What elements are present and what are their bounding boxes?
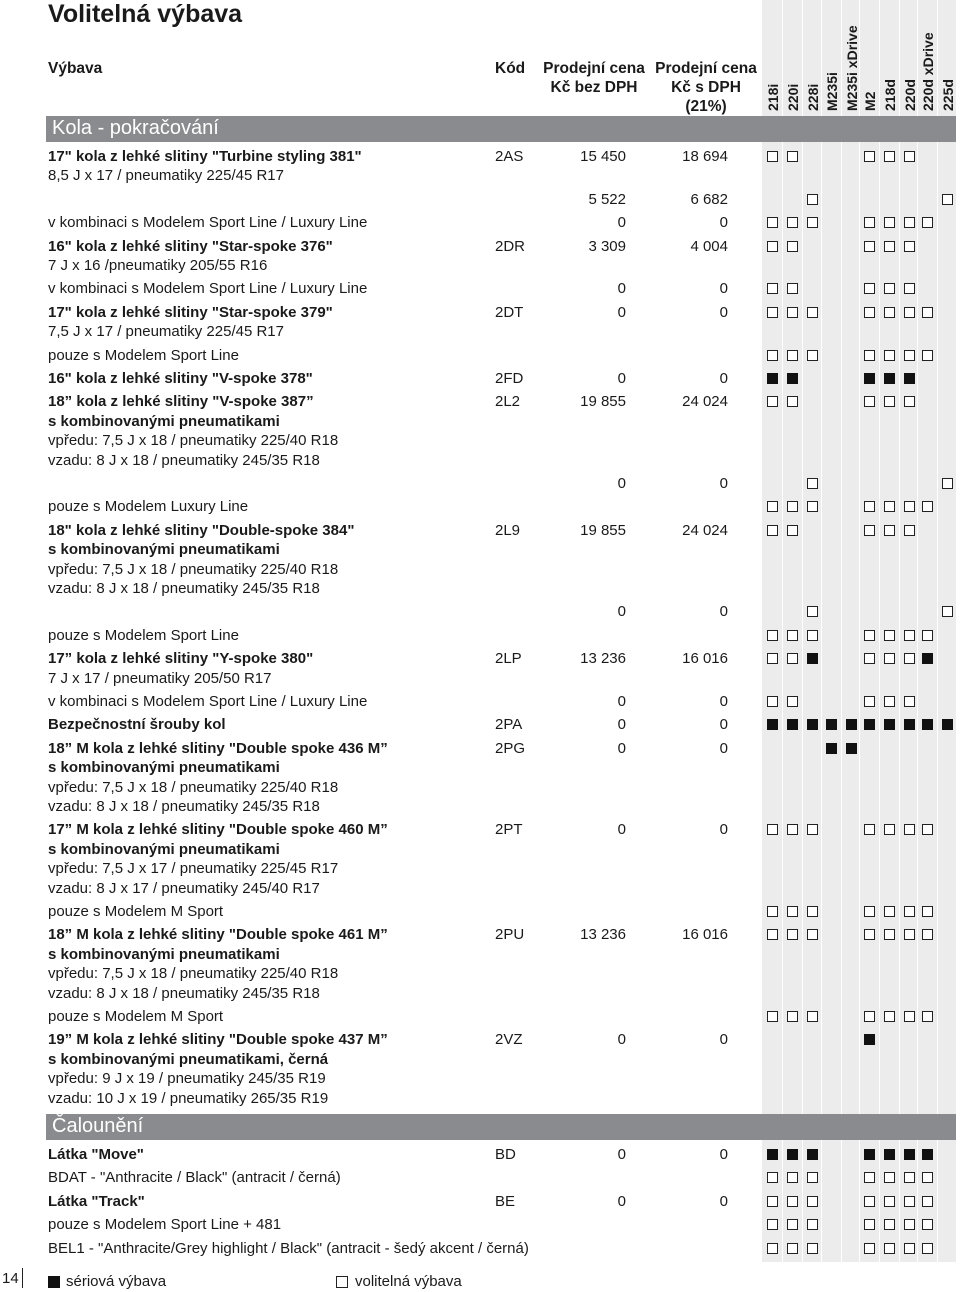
price-net: 5 522 <box>588 190 626 208</box>
row-label: 18" kola z lehké slitiny "Double-spoke 384" <box>48 521 355 539</box>
optional-marker-icon <box>864 1172 875 1183</box>
price-net: 0 <box>617 1192 626 1210</box>
optional-marker-icon <box>787 1011 798 1022</box>
optional-marker-icon <box>884 525 895 536</box>
optional-marker-icon <box>787 906 798 917</box>
optional-marker-icon <box>767 307 778 318</box>
row-label: 16" kola z lehké slitiny "V-spoke 378" <box>48 370 313 387</box>
column-separator <box>802 0 803 1262</box>
optional-marker-icon <box>807 1243 818 1254</box>
price-gross: 0 <box>719 475 728 492</box>
row-detail: 7,5 J x 17 / pneumatiky 225/45 R17 <box>48 323 284 341</box>
optional-marker-icon <box>767 906 778 917</box>
price-gross: 0 <box>719 370 728 387</box>
row-code: 2AS <box>495 148 524 165</box>
row-label: 18” M kola z lehké slitiny "Double spoke 436 M” <box>48 739 388 757</box>
optional-marker-icon <box>807 307 818 318</box>
standard-marker-icon <box>864 1149 875 1160</box>
row-label: 17” kola z lehké slitiny "Y-spoke 380" <box>48 650 314 668</box>
optional-marker-icon <box>922 929 933 940</box>
price-gross: 0 <box>719 716 728 734</box>
row-label: v kombinaci s Modelem Sport Line / Luxury Line <box>48 280 368 298</box>
price-net: 0 <box>617 603 626 621</box>
optional-marker-icon <box>904 696 915 707</box>
price-gross: 24 024 <box>682 393 728 411</box>
standard-marker-icon <box>884 719 895 730</box>
optional-marker-icon <box>807 1172 818 1183</box>
model-header: 220d xDrive <box>920 32 936 111</box>
legend-optional-label: volitelná výbava <box>355 1273 462 1290</box>
row-label: pouze s Modelem M Sport <box>48 1008 224 1025</box>
optional-marker-icon <box>864 396 875 407</box>
row-label: 18” kola z lehké slitiny "V-spoke 387” <box>48 393 314 411</box>
price-net: 0 <box>617 214 626 232</box>
standard-marker-icon <box>846 743 857 754</box>
model-header: 220i <box>785 83 801 111</box>
row-label: v kombinaci s Modelem Sport Line / Luxury Line <box>48 214 368 232</box>
standard-marker-icon <box>48 1276 60 1288</box>
row-detail: vpředu: 9 J x 19 / pneumatiky 245/35 R19 <box>48 1070 326 1088</box>
optional-marker-icon <box>922 350 933 361</box>
row-detail: vpředu: 7,5 J x 18 / pneumatiky 225/40 R18 <box>48 965 339 983</box>
price-gross: 16 016 <box>682 926 728 944</box>
standard-marker-icon <box>767 1149 778 1160</box>
header-price-gross-line2: Kč s DPH <box>671 79 741 96</box>
header-price-gross <box>650 59 762 116</box>
row-code: BE <box>495 1192 516 1210</box>
standard-marker-icon <box>864 373 875 384</box>
standard-marker-icon <box>904 373 915 384</box>
optional-marker-icon <box>864 501 875 512</box>
row-code: BD <box>495 1146 516 1163</box>
optional-marker-icon <box>922 630 933 641</box>
row-detail: 7 J x 17 / pneumatiky 205/50 R17 <box>48 669 272 687</box>
row-code: 2FD <box>495 370 524 387</box>
optional-marker-icon <box>884 283 895 294</box>
standard-marker-icon <box>884 1149 895 1160</box>
optional-marker-icon <box>904 283 915 294</box>
row-code: 2DR <box>495 237 526 255</box>
price-gross: 0 <box>719 693 728 710</box>
model-header: 218d <box>882 79 898 111</box>
optional-marker-icon <box>807 929 818 940</box>
optional-marker-icon <box>904 151 915 162</box>
optional-marker-icon <box>807 606 818 617</box>
row-detail: vpředu: 7,5 J x 18 / pneumatiky 225/40 R18 <box>48 778 339 796</box>
model-header: 218i <box>765 83 781 111</box>
optional-marker-icon <box>864 630 875 641</box>
optional-marker-icon <box>884 1172 895 1183</box>
optional-marker-icon <box>904 241 915 252</box>
price-net: 0 <box>617 821 626 839</box>
column-separator <box>782 0 783 1262</box>
optional-marker-icon <box>884 906 895 917</box>
optional-marker-icon <box>922 1219 933 1230</box>
optional-marker-icon <box>884 824 895 835</box>
standard-marker-icon <box>767 719 778 730</box>
optional-marker-icon <box>922 824 933 835</box>
section-header <box>46 116 956 142</box>
row-detail: vpředu: 7,5 J x 17 / pneumatiky 225/45 R17 <box>48 860 339 878</box>
optional-marker-icon <box>904 630 915 641</box>
optional-marker-icon <box>864 653 875 664</box>
optional-marker-icon <box>904 906 915 917</box>
optional-marker-icon <box>767 217 778 228</box>
standard-marker-icon <box>787 719 798 730</box>
optional-marker-icon <box>904 824 915 835</box>
standard-marker-icon <box>922 1149 933 1160</box>
optional-marker-icon <box>807 906 818 917</box>
optional-marker-icon <box>787 653 798 664</box>
price-net: 0 <box>617 739 626 757</box>
page-number: 14 <box>2 1270 19 1287</box>
optional-marker-icon <box>864 525 875 536</box>
optional-marker-icon <box>884 653 895 664</box>
model-header: 228i <box>805 83 821 111</box>
model-header: M235i <box>824 72 840 111</box>
price-gross: 0 <box>719 739 728 757</box>
standard-marker-icon <box>826 719 837 730</box>
optional-marker-icon <box>884 1243 895 1254</box>
optional-marker-icon <box>884 1011 895 1022</box>
optional-marker-icon <box>767 241 778 252</box>
standard-marker-icon <box>826 743 837 754</box>
optional-marker-icon <box>884 350 895 361</box>
price-gross: 0 <box>719 280 728 298</box>
optional-marker-icon <box>787 151 798 162</box>
row-detail: vzadu: 8 J x 18 / pneumatiky 245/35 R18 <box>48 451 320 469</box>
row-label: 16" kola z lehké slitiny "Star-spoke 376" <box>48 237 333 255</box>
optional-marker-icon <box>864 906 875 917</box>
optional-marker-icon <box>787 1172 798 1183</box>
header-price-net <box>538 59 650 97</box>
column-separator <box>841 0 842 1262</box>
row-detail: vzadu: 10 J x 19 / pneumatiky 265/35 R19 <box>48 1089 329 1107</box>
optional-marker-icon <box>884 1219 895 1230</box>
optional-marker-icon <box>864 307 875 318</box>
optional-marker-icon <box>767 630 778 641</box>
optional-marker-icon <box>807 501 818 512</box>
standard-marker-icon <box>864 1034 875 1045</box>
row-detail: s kombinovanými pneumatikami <box>48 759 280 777</box>
optional-marker-icon <box>884 929 895 940</box>
optional-marker-icon <box>864 696 875 707</box>
row-code: 2L9 <box>495 521 521 539</box>
row-label: 19” M kola z lehké slitiny "Double spoke 437 M” <box>48 1031 388 1049</box>
row-detail: 8,5 J x 17 / pneumatiky 225/45 R17 <box>48 167 284 185</box>
optional-marker-icon <box>922 217 933 228</box>
optional-marker-icon <box>767 501 778 512</box>
row-label: pouze s Modelem Sport Line <box>48 626 239 644</box>
column-separator <box>879 0 880 1262</box>
standard-marker-icon <box>787 1149 798 1160</box>
optional-marker-icon <box>767 1243 778 1254</box>
column-separator <box>859 0 860 1262</box>
optional-marker-icon <box>904 501 915 512</box>
optional-marker-icon <box>884 396 895 407</box>
row-code: 2VZ <box>495 1031 523 1049</box>
price-net: 0 <box>617 1031 626 1049</box>
price-net: 13 236 <box>580 926 626 944</box>
row-label: pouze s Modelem Sport Line + 481 <box>48 1216 282 1234</box>
optional-marker-icon <box>787 1219 798 1230</box>
row-label: 17” M kola z lehké slitiny "Double spoke 460 M” <box>48 821 388 839</box>
optional-marker-icon <box>904 929 915 940</box>
optional-marker-icon <box>904 307 915 318</box>
optional-marker-icon <box>884 241 895 252</box>
optional-marker-icon <box>767 283 778 294</box>
optional-marker-icon <box>864 151 875 162</box>
optional-marker-icon <box>767 824 778 835</box>
price-net: 19 855 <box>580 521 626 539</box>
page-number-divider <box>22 1268 23 1288</box>
row-label: v kombinaci s Modelem Sport Line / Luxury Line <box>48 693 368 710</box>
optional-marker-icon <box>767 1196 778 1207</box>
model-header: 220d <box>902 79 918 111</box>
row-label: 17" kola z lehké slitiny "Turbine styling 381" <box>48 148 362 165</box>
price-gross: 0 <box>719 214 728 232</box>
row-label: pouze s Modelem Sport Line <box>48 346 239 364</box>
optional-marker-icon <box>864 1011 875 1022</box>
optional-marker-icon <box>767 151 778 162</box>
standard-marker-icon <box>846 719 857 730</box>
row-label: BEL1 - "Anthracite/Grey highlight / Black" (antracit - šedý akcent / černá) <box>48 1239 529 1257</box>
optional-marker-icon <box>787 696 798 707</box>
row-label: pouze s Modelem M Sport <box>48 903 224 920</box>
row-detail: s kombinovanými pneumatikami <box>48 412 280 430</box>
price-net: 0 <box>617 280 626 298</box>
row-detail: vzadu: 8 J x 18 / pneumatiky 245/35 R18 <box>48 798 320 815</box>
price-net: 0 <box>617 370 626 387</box>
model-header: 225d <box>940 79 956 111</box>
price-net: 13 236 <box>580 650 626 668</box>
optional-marker-icon <box>767 396 778 407</box>
optional-marker-icon <box>787 630 798 641</box>
standard-marker-icon <box>884 373 895 384</box>
row-detail: vzadu: 8 J x 17 / pneumatiky 245/40 R17 <box>48 879 320 897</box>
row-label: Bezpečnostní šrouby kol <box>48 716 226 734</box>
optional-marker-icon <box>807 478 818 489</box>
optional-marker-icon <box>787 1196 798 1207</box>
optional-marker-icon <box>807 217 818 228</box>
row-code: 2PG <box>495 739 526 757</box>
optional-marker-icon <box>922 1243 933 1254</box>
header-price-gross-line3: (21%) <box>685 98 727 115</box>
optional-marker-icon <box>904 396 915 407</box>
row-detail: vzadu: 8 J x 18 / pneumatiky 245/35 R18 <box>48 984 320 1002</box>
optional-marker-icon <box>884 501 895 512</box>
row-code: 2PA <box>495 716 523 734</box>
optional-marker-icon <box>787 350 798 361</box>
optional-marker-icon <box>884 307 895 318</box>
optional-marker-icon <box>922 906 933 917</box>
optional-marker-icon <box>767 1219 778 1230</box>
price-gross: 0 <box>719 1031 728 1049</box>
optional-marker-icon <box>904 1172 915 1183</box>
optional-marker-icon <box>884 217 895 228</box>
price-net: 0 <box>617 1146 626 1163</box>
header-kod: Kód <box>495 60 526 77</box>
optional-marker-icon <box>787 929 798 940</box>
standard-marker-icon <box>767 373 778 384</box>
optional-marker-icon <box>767 525 778 536</box>
row-detail: 7 J x 16 /pneumatiky 205/55 R16 <box>48 257 268 274</box>
standard-marker-icon <box>807 719 818 730</box>
standard-marker-icon <box>864 719 875 730</box>
standard-marker-icon <box>942 719 953 730</box>
row-code: 2L2 <box>495 393 521 411</box>
optional-marker-icon <box>787 307 798 318</box>
row-code: 2DT <box>495 303 524 321</box>
row-detail: vpředu: 7,5 J x 18 / pneumatiky 225/40 R18 <box>48 432 339 450</box>
standard-marker-icon <box>807 1149 818 1160</box>
column-separator <box>937 0 938 1262</box>
price-gross: 18 694 <box>682 148 728 165</box>
header-price-gross-line1: Prodejní cena <box>655 60 757 77</box>
optional-marker-icon <box>942 478 953 489</box>
optional-marker-icon <box>884 630 895 641</box>
optional-marker-icon <box>787 501 798 512</box>
optional-marker-icon <box>807 350 818 361</box>
optional-marker-icon <box>864 283 875 294</box>
optional-marker-icon <box>807 194 818 205</box>
model-header: M235i xDrive <box>844 25 860 111</box>
standard-marker-icon <box>904 1149 915 1160</box>
row-label: BDAT - "Anthracite / Black" (antracit / černá) <box>48 1169 341 1187</box>
optional-marker-icon <box>864 1196 875 1207</box>
price-net: 3 309 <box>588 237 626 255</box>
section-header <box>46 1114 956 1140</box>
row-detail: s kombinovanými pneumatikami <box>48 840 280 858</box>
optional-marker-icon <box>922 307 933 318</box>
row-code: 2PT <box>495 821 523 839</box>
optional-marker-icon <box>904 1243 915 1254</box>
header-vybava: Výbava <box>48 60 103 77</box>
price-gross: 4 004 <box>690 237 728 255</box>
optional-marker-icon <box>904 217 915 228</box>
standard-marker-icon <box>904 719 915 730</box>
optional-marker-icon <box>807 1011 818 1022</box>
price-net: 0 <box>617 716 626 734</box>
standard-marker-icon <box>787 373 798 384</box>
optional-marker-icon <box>787 824 798 835</box>
optional-marker-icon <box>922 501 933 512</box>
price-gross: 0 <box>719 821 728 839</box>
optional-marker-icon <box>767 1011 778 1022</box>
optional-marker-icon <box>922 1196 933 1207</box>
column-separator <box>821 0 822 1262</box>
optional-marker-icon <box>807 824 818 835</box>
optional-marker-icon <box>787 396 798 407</box>
optional-marker-icon <box>787 525 798 536</box>
price-gross: 0 <box>719 303 728 321</box>
model-header: M2 <box>862 91 878 111</box>
optional-marker-icon <box>787 241 798 252</box>
price-gross: 0 <box>719 1146 728 1163</box>
optional-marker-icon <box>787 217 798 228</box>
optional-marker-icon <box>884 151 895 162</box>
row-label: Látka "Move" <box>48 1146 144 1163</box>
optional-marker-icon <box>904 1219 915 1230</box>
optional-marker-icon <box>942 194 953 205</box>
optional-marker-icon <box>864 241 875 252</box>
column-separator <box>917 0 918 1262</box>
standard-marker-icon <box>922 719 933 730</box>
price-gross: 0 <box>719 1192 728 1210</box>
optional-marker-icon <box>807 1196 818 1207</box>
price-gross: 24 024 <box>682 521 728 539</box>
header-price-net-line2: Kč bez DPH <box>550 79 638 96</box>
section-title: Kola - pokračování <box>52 117 219 139</box>
optional-marker-icon <box>787 283 798 294</box>
price-net: 0 <box>617 475 626 492</box>
optional-marker-icon <box>864 350 875 361</box>
optional-marker-icon <box>904 653 915 664</box>
row-label: Látka "Track" <box>48 1192 145 1210</box>
row-code: 2PU <box>495 926 525 944</box>
optional-marker-icon <box>864 1219 875 1230</box>
optional-marker-icon <box>767 350 778 361</box>
row-label: 17" kola z lehké slitiny "Star-spoke 379" <box>48 303 333 321</box>
column-separator <box>899 0 900 1262</box>
optional-marker-icon <box>884 696 895 707</box>
optional-marker-icon <box>767 696 778 707</box>
optional-marker-icon <box>922 1011 933 1022</box>
optional-marker-icon <box>787 1243 798 1254</box>
optional-marker-icon <box>807 630 818 641</box>
page-title: Volitelná výbava <box>48 0 243 28</box>
price-net: 19 855 <box>580 393 626 411</box>
price-net: 0 <box>617 303 626 321</box>
row-label: 18” M kola z lehké slitiny "Double spoke 461 M” <box>48 926 388 944</box>
row-detail: vpředu: 7,5 J x 18 / pneumatiky 225/40 R18 <box>48 560 339 578</box>
optional-marker-icon <box>807 1219 818 1230</box>
optional-marker-icon <box>904 350 915 361</box>
price-gross: 16 016 <box>682 650 728 668</box>
optional-marker-icon <box>864 929 875 940</box>
optional-marker-icon <box>942 606 953 617</box>
optional-marker-icon <box>767 929 778 940</box>
optional-marker-icon <box>767 653 778 664</box>
optional-marker-icon <box>864 217 875 228</box>
row-detail: s kombinovanými pneumatikami, černá <box>48 1050 329 1068</box>
optional-marker-icon <box>884 1196 895 1207</box>
optional-marker-icon <box>336 1276 348 1288</box>
optional-marker-icon <box>922 1172 933 1183</box>
optional-marker-icon <box>904 1011 915 1022</box>
section-title: Čalounění <box>52 1115 144 1137</box>
price-net: 15 450 <box>580 148 626 165</box>
price-gross: 6 682 <box>690 190 728 208</box>
legend-standard-label: sériová výbava <box>66 1273 167 1290</box>
row-detail: s kombinovanými pneumatikami <box>48 945 280 963</box>
row-detail: vzadu: 8 J x 18 / pneumatiky 245/35 R18 <box>48 580 320 597</box>
price-net: 0 <box>617 693 626 710</box>
optional-marker-icon <box>904 525 915 536</box>
optional-marker-icon <box>904 1196 915 1207</box>
standard-marker-icon <box>922 653 933 664</box>
price-gross: 0 <box>719 603 728 621</box>
header-price-net-line1: Prodejní cena <box>543 60 645 77</box>
row-detail: s kombinovanými pneumatikami <box>48 541 280 559</box>
standard-marker-icon <box>807 653 818 664</box>
optional-marker-icon <box>864 824 875 835</box>
row-label: pouze s Modelem Luxury Line <box>48 498 249 516</box>
optional-marker-icon <box>767 1172 778 1183</box>
row-code: 2LP <box>495 650 522 668</box>
optional-marker-icon <box>864 1243 875 1254</box>
